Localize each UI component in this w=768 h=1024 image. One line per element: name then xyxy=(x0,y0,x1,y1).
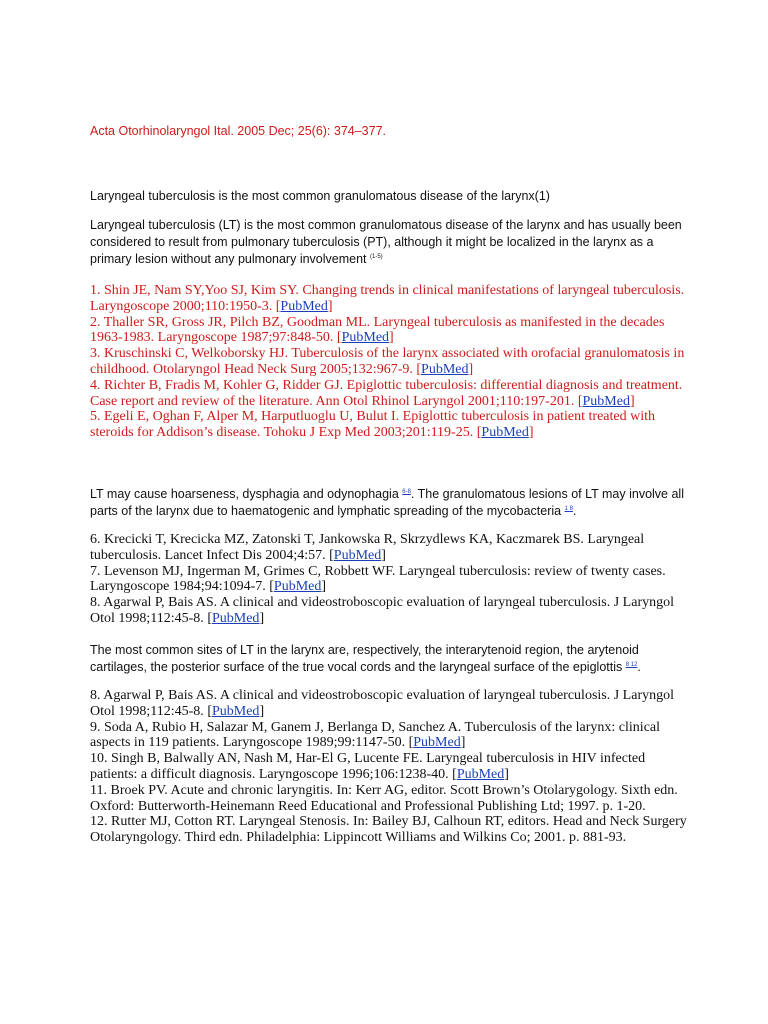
reference-text: 2. Thaller SR, Gross JR, Pilch BZ, Goodman ML. Laryngeal tuberculosis as manifested in the decades 1963-1983. Laryngoscope 1987;97:848-50. xyxy=(90,314,665,346)
citation-sup-link[interactable]: 6-8 xyxy=(402,489,411,495)
reference-item xyxy=(90,814,690,846)
pubmed-link[interactable]: PubMed xyxy=(333,547,382,563)
reference-text: 7. Levenson MJ, Ingerman M, Grimes C, Robbett WF. Laryngeal tuberculosis: review of twenty cases. Laryngoscope 1984;94:1094-7. xyxy=(90,563,666,595)
reference-item xyxy=(90,783,690,815)
reference-item: 10. Singh B, Balwally AN, Nash M, Har-El G, Lucente FE. Laryngeal tuberculosis in HIV infected patients: a difficult diagnosis. Laryngoscope 1996;106:1238-40. [PubMed] xyxy=(90,751,646,782)
pubmed-link[interactable]: PubMed xyxy=(273,579,322,595)
reference-item: 3. Kruschinski C, Welkoborsky HJ. Tuberculosis of the larynx associated with orofacial granulomatosis in childhood. Otolaryngol Head Neck Surg 2005;132:967-9. [PubMed] xyxy=(90,346,685,377)
pubmed-link[interactable]: PubMed xyxy=(211,703,260,719)
section-heading: Laryngeal tuberculosis is the most common granulomatous disease of the larynx(1) xyxy=(90,189,550,203)
journal-citation: Acta Otorhinolaryngol Ital. 2005 Dec; 25(6): 374–377. xyxy=(90,124,387,138)
paragraph-sites xyxy=(90,642,690,676)
reference-item: 4. Richter B, Fradis M, Kohler G, Ridder GJ. Epiglottic tuberculosis: differential diagnosis and treatment. Case report and review of the literature. Ann Otol Rhinol Laryngol 2001;110:197-201. [PubMed] xyxy=(90,377,683,409)
intro-text: Laryngeal tuberculosis (LT) is the most common granulomatous disease of the larynx and has usually been considered to result from pulmonary tuberculosis (PT), although it might be localized in the larynx as a primary lesion without any pulmonary involvement xyxy=(90,218,682,266)
intro-citation-sup: (1-5) xyxy=(370,254,383,260)
reference-list-3 xyxy=(90,688,690,846)
paragraph-text: . xyxy=(572,504,577,518)
reference-item: 5. Egeli E, Oghan F, Alper M, Harputluoglu U, Bulut I. Epiglottic tuberculosis in patient treated with steroids for Addison’s disease. Tohoku J Exp Med 2003;201:119-25. [PubMed] xyxy=(90,409,656,441)
citation-sup-link[interactable]: 1 8 xyxy=(564,506,573,512)
paragraph-symptoms xyxy=(90,486,690,520)
intro-paragraph xyxy=(90,217,690,268)
reference-list-2 xyxy=(90,532,690,627)
pubmed-link[interactable]: PubMed xyxy=(582,393,630,409)
reference-text: 4. Richter B, Fradis M, Kohler G, Ridder GJ. Epiglottic tuberculosis: differential diagnosis and treatment. Case report and review of the literature. Ann Otol Rhinol Laryngol 2001;110:197-201. xyxy=(90,377,683,409)
reference-text: 1. Shin JE, Nam SY,Yoo SJ, Kim SY. Changing trends in clinical manifestations of laryngeal tuberculosis. Laryngoscope 2000;110:1950-3. xyxy=(90,283,685,314)
paragraph-text: The most common sites of LT in the larynx are, respectively, the interarytenoid region, the arytenoid cartilages, the posterior surface of the true vocal cords and the laryngeal surface of the epiglottis xyxy=(90,643,639,674)
pubmed-link[interactable]: PubMed xyxy=(481,425,529,441)
reference-item: 8. Agarwal P, Bais AS. A clinical and videostroboscopic evaluation of laryngeal tuberculosis. J Laryngol Otol 1998;112:45-8. [PubMed] xyxy=(90,688,675,719)
reference-text: 10. Singh B, Balwally AN, Nash M, Har-El G, Lucente FE. Laryngeal tuberculosis in HIV infected patients: a difficult diagnosis. Laryngoscope 1996;106:1238-40. xyxy=(90,751,646,782)
reference-text: 6. Krecicki T, Krecicka MZ, Zatonski T, Jankowska R, Skrzydlews KA, Kaczmarek BS. Laryngeal tuberculosis. Lancet Infect Dis 2004;4:57. xyxy=(90,532,645,563)
reference-text: 8. Agarwal P, Bais AS. A clinical and videostroboscopic evaluation of laryngeal tuberculosis. J Laryngol Otol 1998;112:45-8. xyxy=(90,595,675,626)
citation-sup-link[interactable]: 8 12 xyxy=(625,662,638,668)
reference-text: 5. Egeli E, Oghan F, Alper M, Harputluoglu U, Bulut I. Epiglottic tuberculosis in patient treated with steroids for Addison’s disease. Tohoku J Exp Med 2003;201:119-25. xyxy=(90,409,656,441)
reference-item: 7. Levenson MJ, Ingerman M, Grimes C, Robbett WF. Laryngeal tuberculosis: review of twenty cases. Laryngoscope 1984;94:1094-7. [PubMed] xyxy=(90,563,666,595)
paragraph-text: . The granulomatous lesions of LT may involve all parts of the larynx due to haematogenic and lymphatic spreading of the mycobacteria xyxy=(90,487,684,518)
reference-item: 2. Thaller SR, Gross JR, Pilch BZ, Goodman ML. Laryngeal tuberculosis as manifested in the decades 1963-1983. Laryngoscope 1987;97:848-50. [PubMed] xyxy=(90,314,665,346)
reference-text: 11. Broek PV. Acute and chronic laryngitis. In: Kerr AG, editor. Scott Brown’s Otolarygology. Sixth edn. Oxford: Butterworth-Heinemann Reed Educational and Professional Publishing Ltd; 1997. p. 1-20. xyxy=(90,782,678,814)
pubmed-link[interactable]: PubMed xyxy=(456,766,505,782)
pubmed-link[interactable]: PubMed xyxy=(421,361,469,377)
pubmed-link[interactable]: PubMed xyxy=(211,610,260,626)
reference-item: 1. Shin JE, Nam SY,Yoo SJ, Kim SY. Changing trends in clinical manifestations of laryngeal tuberculosis. Laryngoscope 2000;110:1950-3. [PubMed] xyxy=(90,283,685,314)
reference-text: 12. Rutter MJ, Cotton RT. Laryngeal Stenosis. In: Bailey BJ, Calhoun RT, editors. Head and Neck Surgery Otolaryngology. Third edn. Philadelphia: Lippincott Williams and Wilkins Co; 2001. p. 881-93. xyxy=(90,814,687,846)
reference-item: 8. Agarwal P, Bais AS. A clinical and videostroboscopic evaluation of laryngeal tuberculosis. J Laryngol Otol 1998;112:45-8. [PubMed] xyxy=(90,595,675,626)
reference-item: 9. Soda A, Rubio H, Salazar M, Ganem J, Berlanga D, Sanchez A. Tuberculosis of the larynx: clinical aspects in 119 patients. Laryngoscope 1989;99:1147-50. [PubMed] xyxy=(90,719,661,751)
pubmed-link[interactable]: PubMed xyxy=(280,298,328,314)
paragraph-text: . xyxy=(637,660,641,674)
pubmed-link[interactable]: PubMed xyxy=(341,330,390,346)
reference-list-1 xyxy=(90,283,690,441)
reference-text: 9. Soda A, Rubio H, Salazar M, Ganem J, Berlanga D, Sanchez A. Tuberculosis of the larynx: clinical aspects in 119 patients. Laryngoscope 1989;99:1147-50. xyxy=(90,719,661,751)
reference-text: 8. Agarwal P, Bais AS. A clinical and videostroboscopic evaluation of laryngeal tuberculosis. J Laryngol Otol 1998;112:45-8. xyxy=(90,688,675,719)
pubmed-link[interactable]: PubMed xyxy=(413,735,461,751)
paragraph-text: LT may cause hoarseness, dysphagia and odynophagia xyxy=(90,487,403,501)
reference-text: 3. Kruschinski C, Welkoborsky HJ. Tuberculosis of the larynx associated with orofacial granulomatosis in childhood. Otolaryngol Head Neck Surg 2005;132:967-9. xyxy=(90,346,685,377)
reference-item: 6. Krecicki T, Krecicka MZ, Zatonski T, Jankowska R, Skrzydlews KA, Kaczmarek BS. Laryngeal tuberculosis. Lancet Infect Dis 2004;4:57. [PubMed] xyxy=(90,532,645,563)
